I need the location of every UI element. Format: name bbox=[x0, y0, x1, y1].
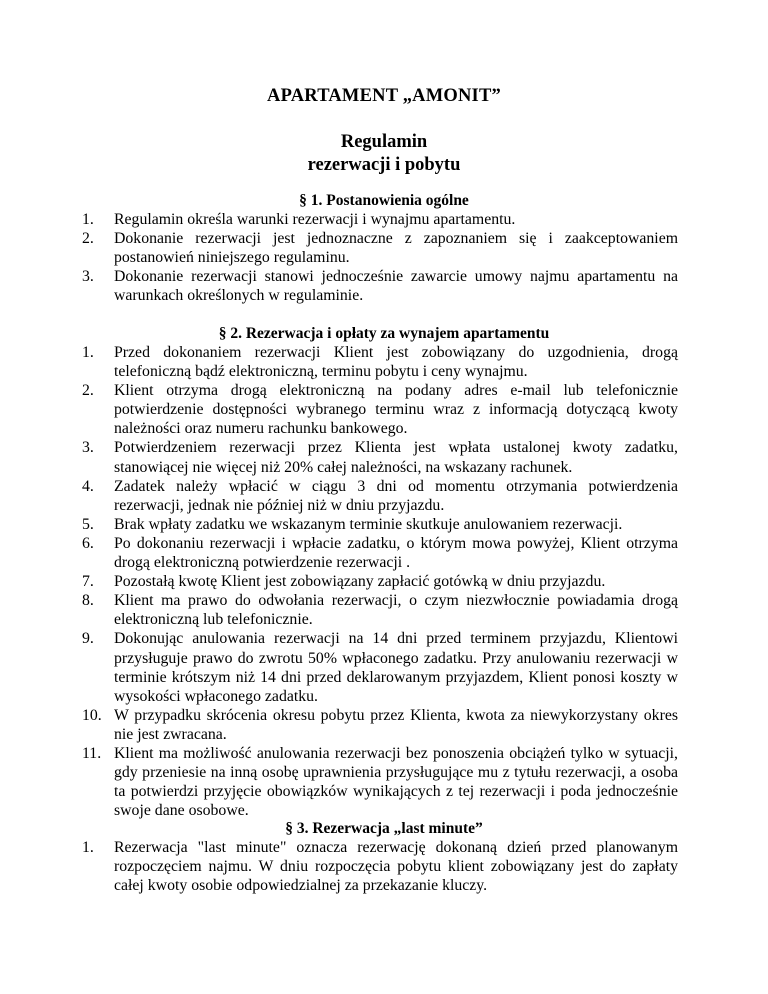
section-2-heading: § 2. Rezerwacja i opłaty za wynajem apartamentu bbox=[218, 325, 550, 342]
item-number: 1. bbox=[82, 344, 94, 361]
list-item bbox=[82, 381, 678, 438]
list-item bbox=[82, 744, 678, 820]
item-text: Dokonanie rezerwacji stanowi jednocześnie zawarcie umowy najmu apartamentu na warunkach określonych w regulaminie. bbox=[114, 268, 678, 305]
item-number: 10. bbox=[82, 706, 102, 724]
list-item bbox=[82, 210, 678, 229]
section-1-heading: § 1. Postanowienia ogólne bbox=[299, 192, 469, 209]
item-text: Klient ma możliwość anulowania rezerwacji bez ponoszenia obciążeń tylko w sytuacji, gdy przeniesie na inną osobę uprawnienia przysługujące mu z tytułu rezerwacji, a osoba ta potwierdzi przyjęcie obowiązków wynikających z tej rezerwacji i poda jednocześnie swoje dane osobowe. bbox=[114, 744, 678, 820]
item-text: Potwierdzeniem rezerwacji przez Klienta jest wpłata ustalonej kwoty zadatku, stanowiącej nie więcej niż 20% całej należności, na wskazany rachunek. bbox=[114, 439, 678, 476]
list-item bbox=[82, 591, 678, 629]
item-text: Rezerwacja "last minute" oznacza rezerwację dokonaną dzień przed planowanym rozpoczęciem najmu. W dniu rozpoczęcia pobytu klient zobowiązany jest do zapłaty całej kwoty osobie odpowiedzialnej za przekazanie kluczy. bbox=[114, 839, 678, 895]
item-text: Przed dokonaniem rezerwacji Klient jest zobowiązany do uzgodnienia, drogą telefoniczną bądź elektroniczną, terminu pobytu i ceny wynajmu. bbox=[114, 344, 678, 381]
list-item bbox=[82, 838, 678, 895]
item-text: Zadatek należy wpłacić w ciągu 3 dni od momentu otrzymania potwierdzenia rezerwacji, jednak nie później niż w dniu przyjazdu. bbox=[114, 477, 678, 514]
item-number: 4. bbox=[82, 477, 94, 495]
item-number: 5. bbox=[82, 515, 94, 533]
item-number: 8. bbox=[82, 592, 94, 610]
item-text: Klient otrzyma drogą elektroniczną na podany adres e-mail lub telefonicznie potwierdzenie dostępności wybranego terminu wraz z informacją dotyczącą kwoty należności oraz numeru rachunku bankowego. bbox=[114, 382, 678, 438]
item-number: 1. bbox=[82, 211, 94, 228]
list-item bbox=[82, 629, 678, 705]
document-title: APARTAMENT „AMONIT” bbox=[267, 86, 501, 106]
section-1-list bbox=[82, 210, 678, 305]
item-number: 2. bbox=[82, 382, 94, 400]
section-3-heading: § 3. Rezerwacja „last minute” bbox=[285, 820, 483, 837]
document-subtitle bbox=[0, 131, 768, 177]
item-number: 2. bbox=[82, 230, 94, 248]
item-text: Brak wpłaty zadatku we wskazanym terminie skutkuje anulowaniem rezerwacji. bbox=[114, 515, 623, 533]
item-number: 3. bbox=[82, 268, 94, 286]
list-item bbox=[82, 343, 678, 381]
item-text: Pozostałą kwotę Klient jest zobowiązany zapłacić gotówką w dniu przyjazdu. bbox=[114, 573, 606, 591]
item-text: Regulamin określa warunki rezerwacji i wynajmu apartamentu. bbox=[114, 211, 516, 228]
section-2-list bbox=[82, 343, 678, 820]
list-item bbox=[82, 706, 678, 744]
item-text: Dokonanie rezerwacji jest jednoznaczne z zapoznaniem się i zaakceptowaniem postanowień niniejszego regulaminu. bbox=[114, 230, 678, 267]
list-item bbox=[82, 438, 678, 476]
item-number: 1. bbox=[82, 839, 94, 856]
list-item bbox=[82, 515, 678, 534]
list-item bbox=[82, 229, 678, 267]
item-number: 11. bbox=[82, 744, 102, 762]
item-number: 3. bbox=[82, 439, 94, 457]
item-number: 6. bbox=[82, 534, 94, 552]
list-item bbox=[82, 477, 678, 515]
list-item bbox=[82, 572, 678, 591]
item-number: 7. bbox=[82, 573, 94, 591]
item-text: Klient ma prawo do odwołania rezerwacji, o czym niezwłocznie powiadamia drogą elektroniczną lub telefonicznie. bbox=[114, 592, 678, 629]
list-item bbox=[82, 534, 678, 572]
subtitle-line-1: Regulamin bbox=[340, 132, 428, 152]
subtitle-line-2: rezerwacji i pobytu bbox=[307, 155, 461, 175]
item-text: Po dokonaniu rezerwacji i wpłacie zadatku, o którym mowa powyżej, Klient otrzyma drogą elektroniczną potwierdzenie rezerwacji . bbox=[114, 534, 678, 572]
item-text: W przypadku skrócenia okresu pobytu przez Klienta, kwota za niewykorzystany okres nie jest zwracana. bbox=[114, 706, 678, 743]
item-text: Dokonując anulowania rezerwacji na 14 dni przed terminem przyjazdu, Klientowi przysługuje prawo do zwrotu 50% wpłaconego zadatku. Przy anulowaniu rezerwacji w terminie krótszym niż 14 dni przed deklarowanym przyjazdem, Klient ponosi koszty w wysokości wpłaconego zadatku. bbox=[114, 630, 678, 705]
section-3-list bbox=[82, 838, 678, 895]
item-number: 9. bbox=[82, 630, 94, 648]
list-item bbox=[82, 267, 678, 305]
